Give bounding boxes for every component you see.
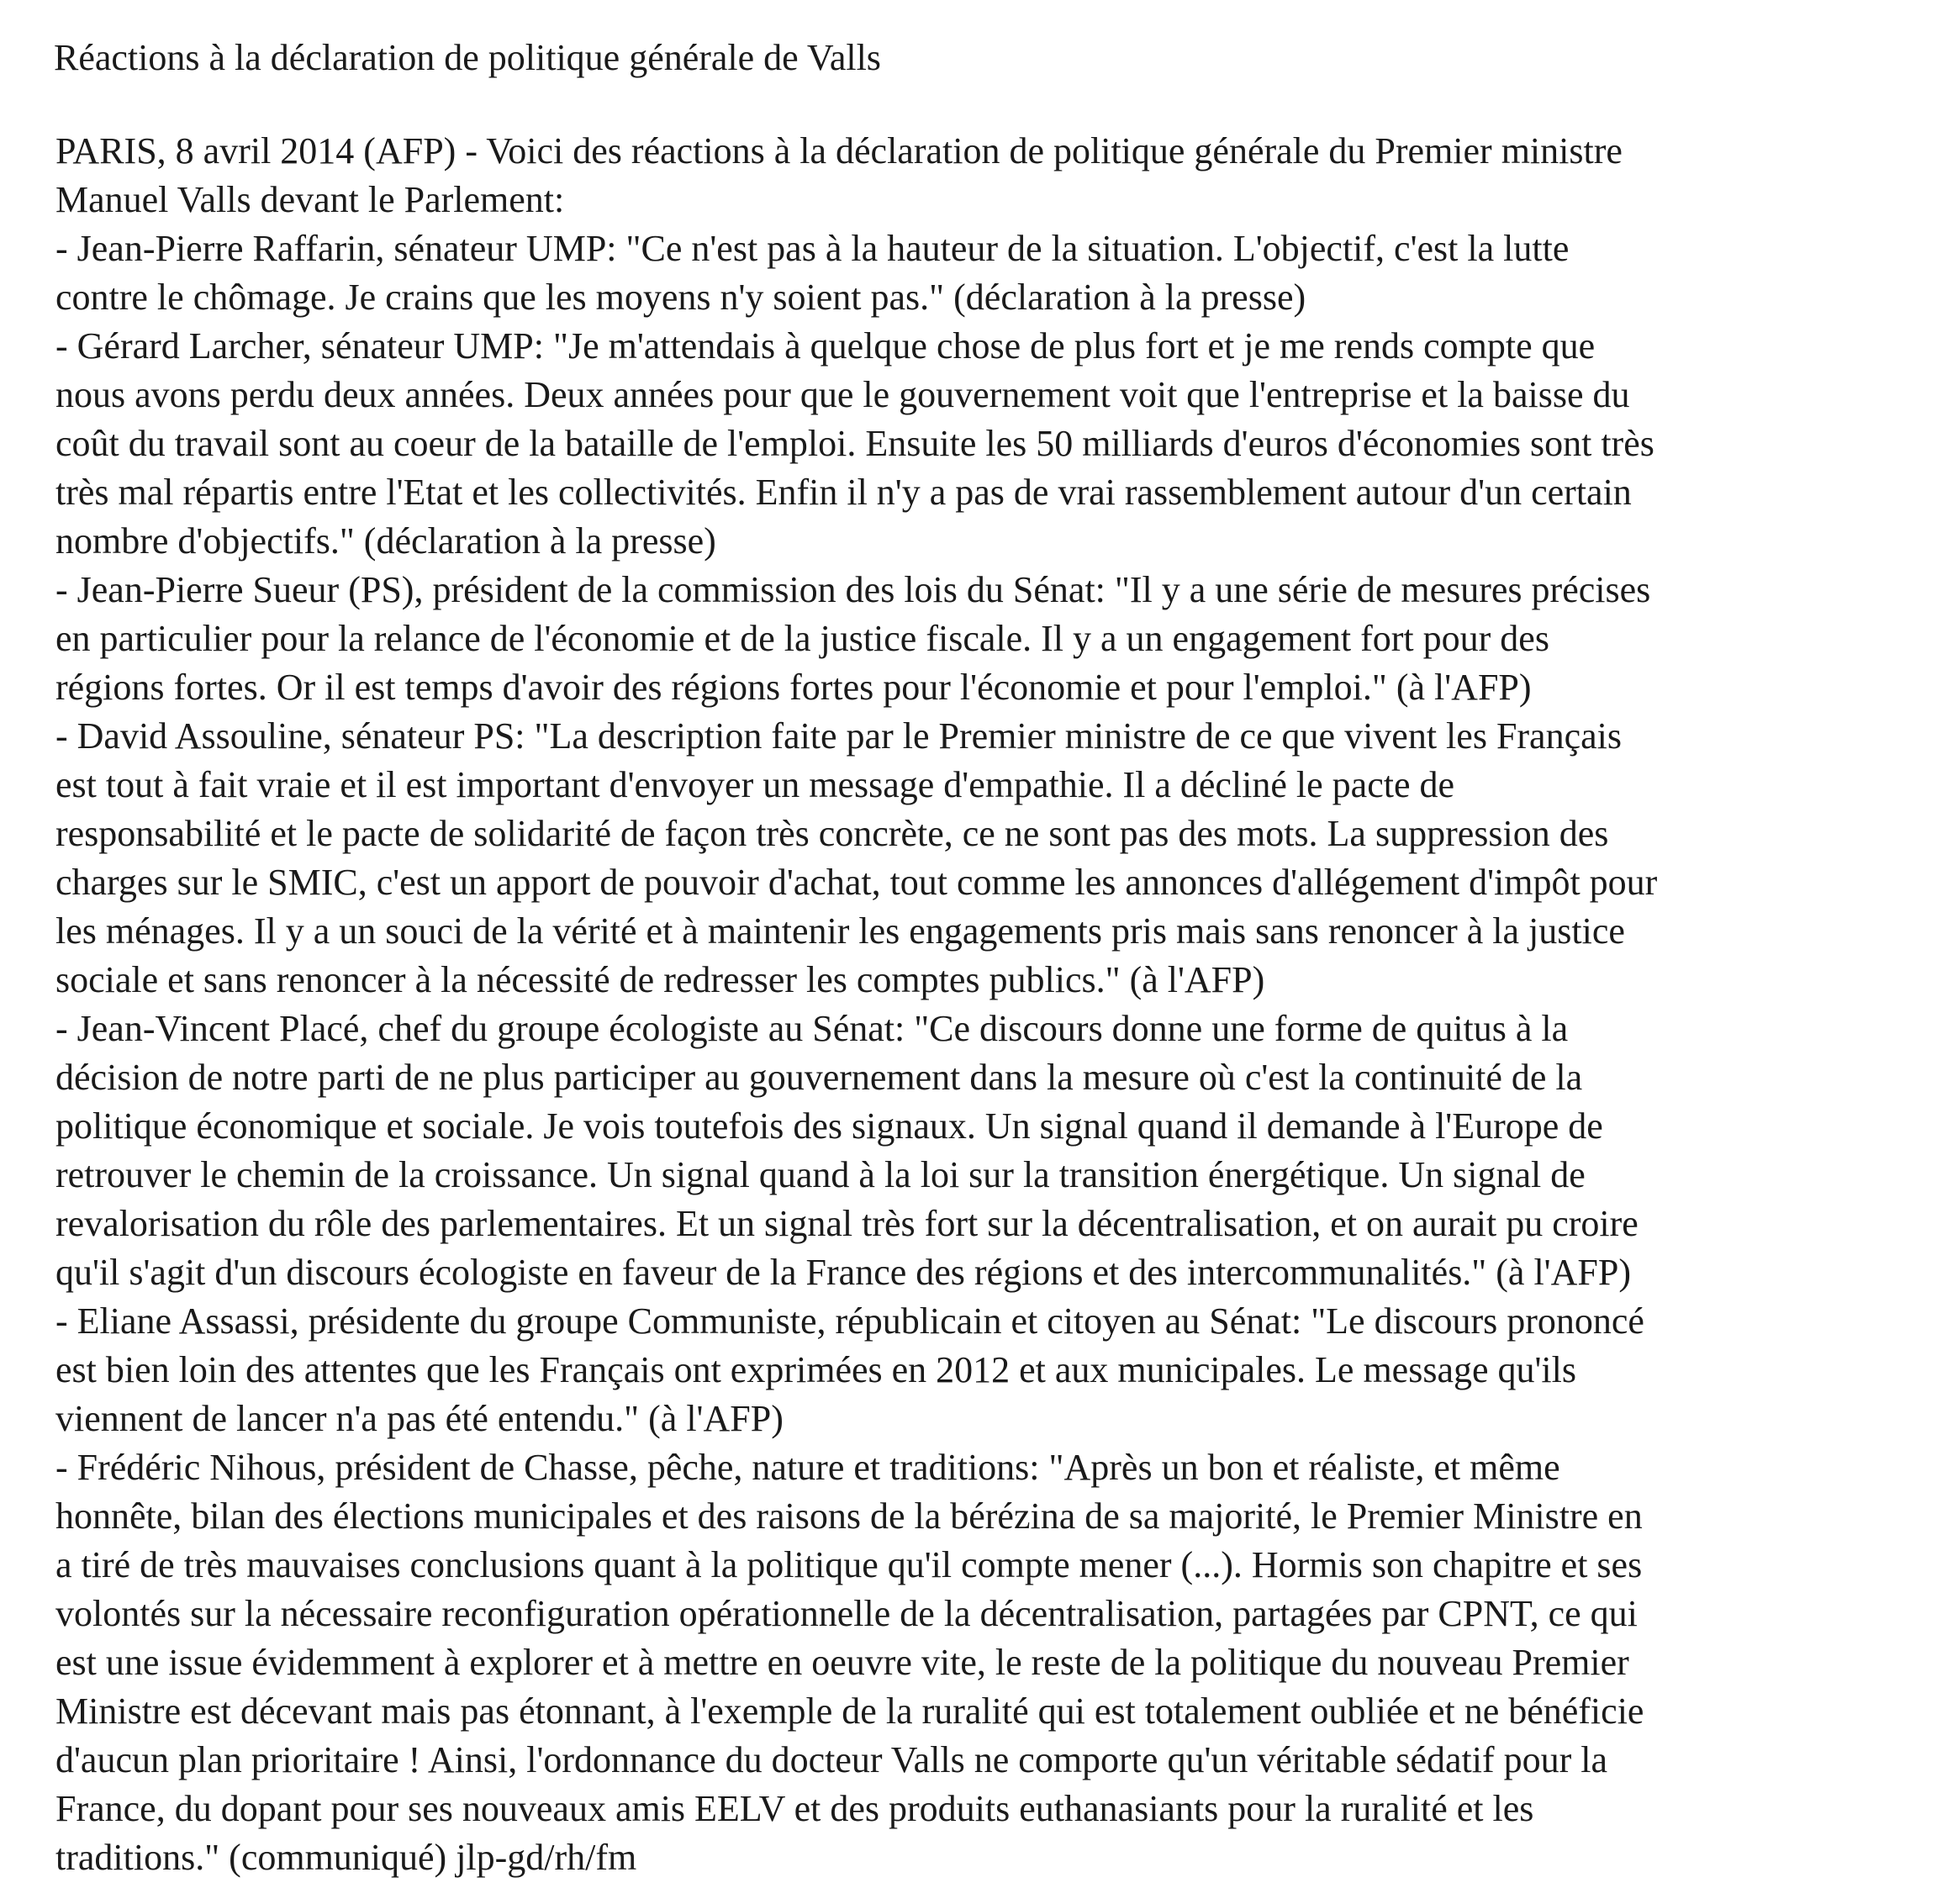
text-line: PARIS, 8 avril 2014 (AFP) - Voici des réactions à la déclaration de politique générale du Premier ministre [55,130,1623,171]
text-line: est tout à fait vraie et il est important d'envoyer un message d'empathie. Il a décliné le pacte de [55,764,1455,805]
text-line: sociale et sans renoncer à la nécessité de redresser les comptes publics." (à l'AFP) [55,959,1265,1000]
text-line: - Jean-Pierre Raffarin, sénateur UMP: "Ce n'est pas à la hauteur de la situation. L'objectif, c'est la lutte [55,228,1570,269]
text-line: nombre d'objectifs." (déclaration à la presse) [55,520,716,562]
text-line: viennent de lancer n'a pas été entendu." (à l'AFP) [55,1398,784,1439]
article-body [55,127,1905,1882]
text-line: coût du travail sont au coeur de la bataille de l'emploi. Ensuite les 50 milliards d'euros d'économies sont très [55,423,1654,464]
text-line: - Gérard Larcher, sénateur UMP: "Je m'attendais à quelque chose de plus fort et je me rends compte que [55,325,1596,367]
text-line: - Jean-Pierre Sueur (PS), président de la commission des lois du Sénat: "Il y a une série de mesures précises [55,569,1651,610]
text-line: traditions." (communiqué) jlp-gd/rh/fm [55,1837,637,1878]
text-line: d'aucun plan prioritaire ! Ainsi, l'ordonnance du docteur Valls ne comporte qu'un véritable sédatif pour la [55,1739,1607,1780]
text-line: est bien loin des attentes que les Français ont exprimées en 2012 et aux municipales. Le message qu'ils [55,1349,1577,1390]
text-line: honnête, bilan des élections municipales et des raisons de la bérézina de sa majorité, le Premier Ministre en [55,1495,1643,1537]
text-line: France, du dopant pour ses nouveaux amis EELV et des produits euthanasiants pour la ruralité et les [55,1788,1534,1829]
text-line: les ménages. Il y a un souci de la vérité et à maintenir les engagements pris mais sans renoncer à la justice [55,910,1625,952]
text-line: - Eliane Assassi, présidente du groupe Communiste, républicain et citoyen au Sénat: "Le discours prononcé [55,1300,1644,1342]
text-line: décision de notre parti de ne plus participer au gouvernement dans la mesure où c'est la continuité de la [55,1057,1583,1098]
text-line: a tiré de très mauvaises conclusions quant à la politique qu'il compte mener (...). Hormis son chapitre et ses [55,1544,1643,1585]
document-title: Réactions à la déclaration de politique générale de Valls [54,37,881,78]
text-line: revalorisation du rôle des parlementaires. Et un signal très fort sur la décentralisation, et on aurait pu croire [55,1203,1639,1244]
text-line: très mal répartis entre l'Etat et les collectivités. Enfin il n'y a pas de vrai rassemblement autour d'un certain [55,472,1632,513]
text-line: - Jean-Vincent Placé, chef du groupe écologiste au Sénat: "Ce discours donne une forme de quitus à la [55,1008,1569,1049]
text-line: Manuel Valls devant le Parlement: [55,179,565,220]
text-line: qu'il s'agit d'un discours écologiste en faveur de la France des régions et des intercommunalités." (à l'AFP) [55,1252,1631,1293]
text-line: - Frédéric Nihous, président de Chasse, pêche, nature et traditions: "Après un bon et réaliste, et même [55,1447,1560,1488]
text-line: - David Assouline, sénateur PS: "La description faite par le Premier ministre de ce que vivent les Français [55,715,1622,757]
text-line: responsabilité et le pacte de solidarité de façon très concrète, ce ne sont pas des mots. La suppression des [55,813,1609,854]
text-line: charges sur le SMIC, c'est un apport de pouvoir d'achat, tout comme les annonces d'allégement d'impôt pour [55,862,1658,903]
text-line: politique économique et sociale. Je vois toutefois des signaux. Un signal quand il demande à l'Europe de [55,1105,1603,1147]
text-line: en particulier pour la relance de l'économie et de la justice fiscale. Il y a un engagement fort pour des [55,618,1549,659]
text-line: volontés sur la nécessaire reconfiguration opérationnelle de la décentralisation, partagées par CPNT, ce qui [55,1593,1638,1634]
text-line: Ministre est décevant mais pas étonnant, à l'exemple de la ruralité qui est totalement oubliée et ne bénéficie [55,1690,1644,1732]
text-line: est une issue évidemment à explorer et à mettre en oeuvre vite, le reste de la politique du nouveau Premier [55,1642,1629,1683]
text-line: contre le chômage. Je crains que les moyens n'y soient pas." (déclaration à la presse) [55,277,1306,318]
text-line: régions fortes. Or il est temps d'avoir des régions fortes pour l'économie et pour l'emploi." (à l'AFP) [55,667,1532,708]
text-line: nous avons perdu deux années. Deux années pour que le gouvernement voit que l'entreprise et la baisse du [55,374,1630,415]
text-line: retrouver le chemin de la croissance. Un signal quand à la loi sur la transition énergétique. Un signal de [55,1154,1586,1195]
